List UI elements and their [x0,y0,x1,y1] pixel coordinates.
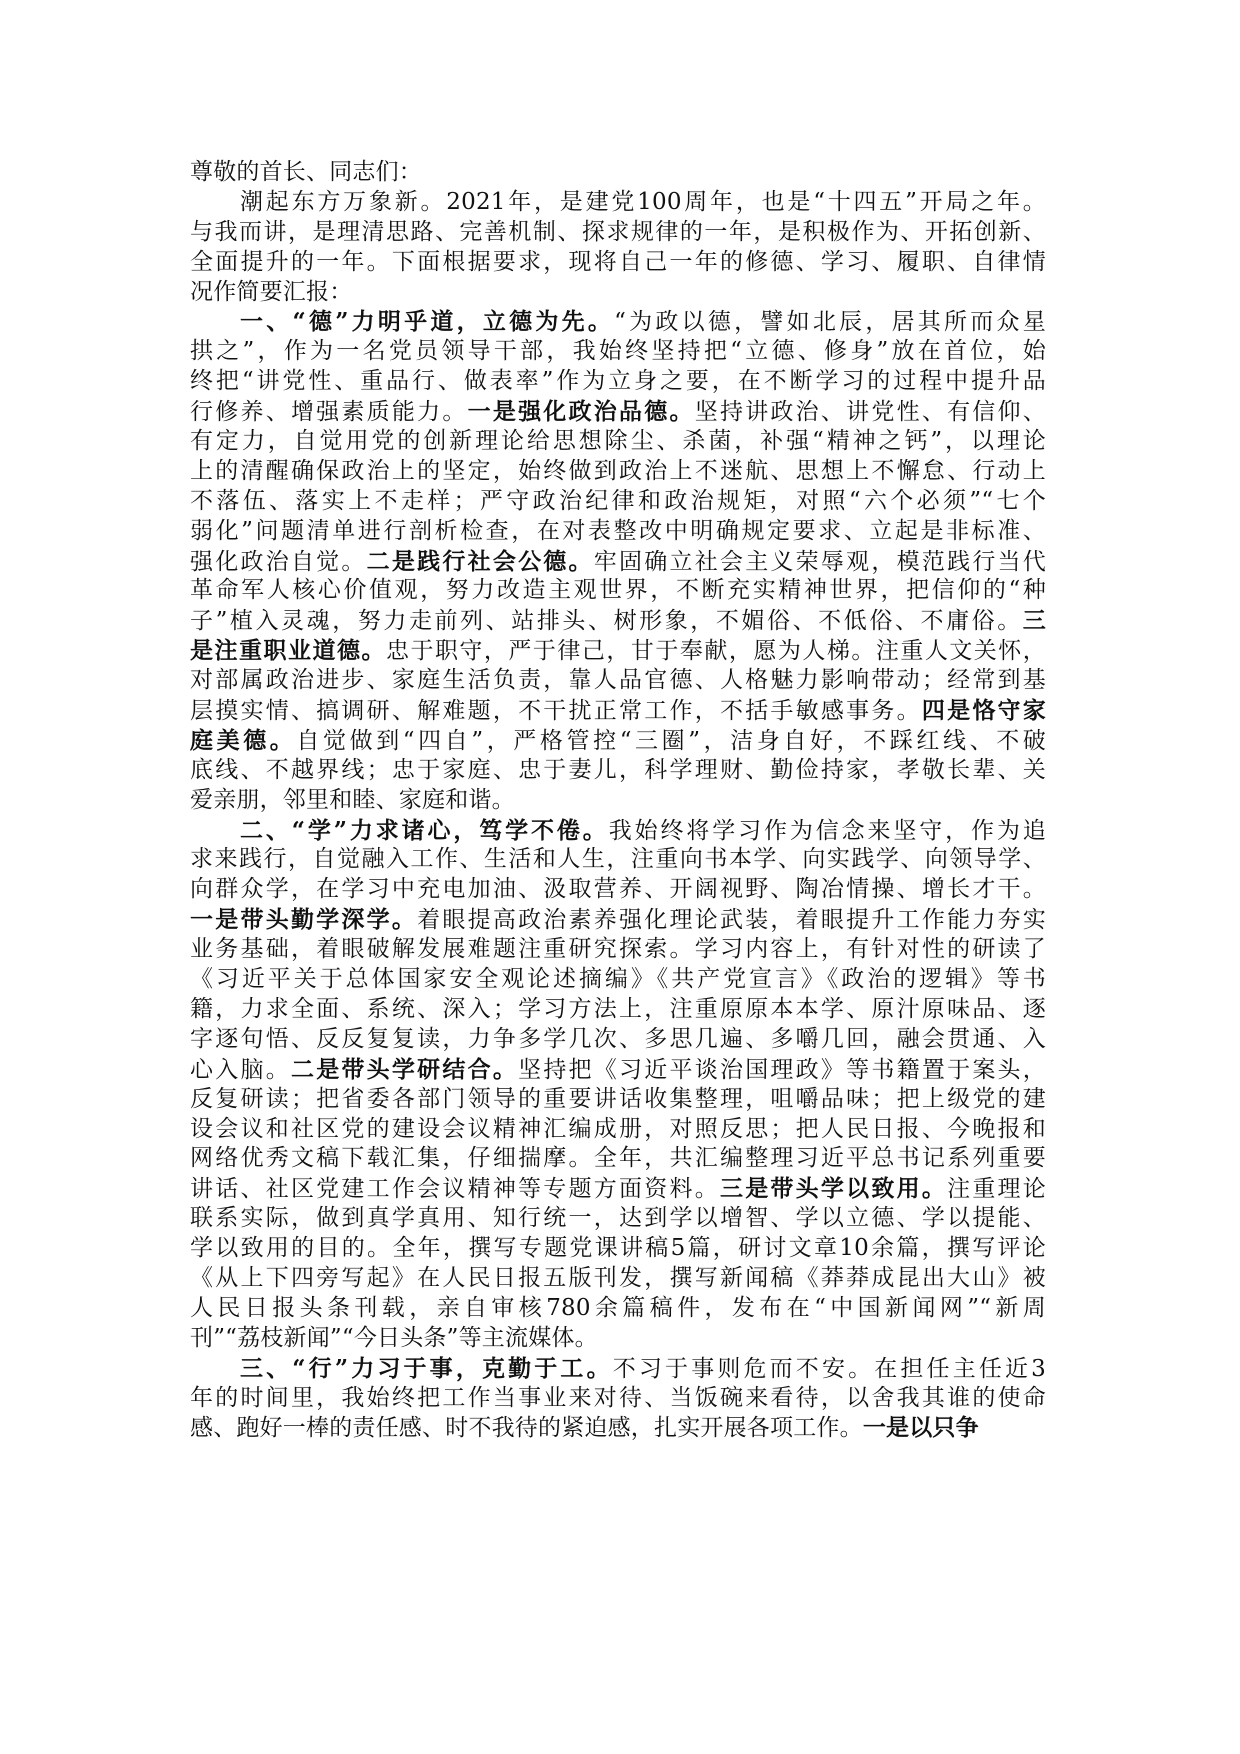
paragraph-section-3 [190,1354,1046,1444]
body-text: “为政以德，譬如北辰，居其所而众星 [614,309,1046,336]
body-text: 字逐句悟、反反复复读，力争多学几次、多思几遍、多嚼几回，融会贯通、入 [190,1025,1046,1052]
text-line [190,636,1046,666]
text-line [190,965,1046,995]
body-text: 爱亲朋，邻里和睦、家庭和谐。 [190,786,515,813]
text-line [190,666,1046,696]
text-line [190,218,1046,248]
text-line [190,1174,1046,1204]
text-line [190,845,1046,875]
text-line [190,875,1046,905]
text-line [190,606,1046,636]
body-text: 籍，力求全面、系统、深入；学习方法上，注重原原本本学、原汁原味品、逐 [190,995,1046,1022]
bold-heading-text: 四是恪守家 [921,697,1046,725]
body-text: 刊”“荔枝新闻”“今日头条”等主流媒体。 [190,1324,598,1351]
body-text: 不习于事则危而不安。在担任主任近3 [612,1355,1046,1382]
body-text: 拱之”，作为一名党员领导干部，我始终坚持把“立德、修身”放在首位，始 [190,338,1046,365]
text-line [190,248,1046,278]
text-line [190,905,1046,935]
text-line [190,1354,1046,1384]
paragraph-section-1 [190,307,1046,815]
text-line [190,1324,1046,1354]
body-text: 对部属政治进步、家庭生活负责，靠人品官德、人格魅力影响带动；经常到基 [190,667,1046,694]
paragraph-section-2 [190,816,1046,1354]
text-line [190,1234,1046,1264]
body-text: 与我而讲，是理清思路、完善机制、探求规律的一年，是积极作为、开拓创新、 [190,218,1046,245]
text-line [190,307,1046,337]
bold-heading-text: 二是带头学研结合。 [290,1055,519,1083]
text-line [190,726,1046,756]
body-text: 网络优秀文稿下载汇集，仔细揣摩。全年，共汇编整理习近平总书记系列重要 [190,1145,1046,1172]
text-line [190,1204,1046,1234]
body-text: 业务基础，着眼破解发展难题注重研究探索。学习内容上，有针对性的研读了 [190,936,1046,963]
body-text: 学以致用的目的。全年，撰写专题党课讲稿5篇，研讨文章10余篇，撰写评论 [190,1235,1046,1262]
text-line [190,1384,1046,1414]
text-line [190,786,1046,816]
text-line [190,1264,1046,1294]
paragraph-intro [190,188,1046,308]
text-line [190,816,1046,846]
bold-heading-text: 一是强化政治品德。 [467,398,695,426]
body-text: 着眼提高政治素养强化理论武装，着眼提升工作能力夯实 [417,907,1046,934]
body-text: 注重理论 [947,1176,1046,1203]
bold-heading-text: 一、“德”力明乎道，立德为先。 [240,308,615,336]
text-line [190,1055,1046,1085]
text-line [190,935,1046,965]
body-text: 反复研读；把省委各部门领导的重要讲话收集整理，咀嚼品味；把上级党的建 [190,1085,1046,1112]
body-text: 革命军人核心价值观，努力改造主观世界，不断充实精神世界，把信仰的“种 [190,577,1046,604]
body-text: 《从上下四旁写起》在人民日报五版刊发，撰写新闻稿《莽莽成昆出大山》被 [190,1264,1046,1291]
text-line [190,1294,1046,1324]
text-line [190,576,1046,606]
text-line [190,517,1046,547]
body-text: 自觉做到“四自”，严格管控“三圈”，洁身自好，不踩红线、不破 [296,727,1046,754]
body-text: 向群众学，在学习中充电加油、汲取营养、开阔视野、陶冶情操、增长才干。 [190,876,1046,903]
body-text: 我始终将学习作为信念来坚守，作为追 [608,817,1046,844]
bold-heading-text: 三是带头学以致用。 [719,1175,948,1203]
body-text: 况作简要汇报： [190,278,353,305]
body-text: 潮起东方万象新。2021年，是建党100周年，也是“十四五”开局之年。 [240,188,1046,215]
body-text: 坚持把《习近平谈治国理政》等书籍置于案头， [518,1056,1046,1083]
document-body [190,158,1046,1443]
body-text: 层摸实情、搞调研、解难题，不干扰正常工作，不括手敏感事务。 [190,698,922,725]
body-text: 年的时间里，我始终把工作当事业来对待、当饭碗来看待，以舍我其谁的使命 [190,1384,1046,1411]
body-text: 联系实际，做到真学真用、知行统一，达到学以增智、学以立德、学以提能、 [190,1205,1046,1232]
text-line [190,547,1046,577]
body-text: 不落伍、落实上不走样；严守政治纪律和政治规矩，对照“六个必须”“七个 [190,487,1046,514]
text-line [190,278,1046,308]
text-line [190,696,1046,726]
bold-heading-text: 一是带头勤学深学。 [190,906,418,934]
body-text: 终把“讲党性、重品行、做表率”作为立身之要，在不断学习的过程中提升品 [190,368,1046,395]
text-line [190,397,1046,427]
greeting-line [190,158,1046,188]
body-text: 行修养、增强素质能力。 [190,399,468,426]
body-text: 牢固确立社会主义荣辱观，模范践行当代 [593,548,1046,575]
text-line [190,457,1046,487]
text-line [190,1085,1046,1115]
text-line [190,487,1046,517]
body-text: 感、跑好一棒的责任感、时不我待的紧迫感，扎实开展各项工作。 [190,1415,863,1442]
text-line [190,995,1046,1025]
text-line [190,1115,1046,1145]
body-text: 求来践行，自觉融入工作、生活和人生，注重向书本学、向实践学、向领导学、 [190,846,1046,873]
body-text: 全面提升的一年。下面根据要求，现将自己一年的修德、学习、履职、自律情 [190,248,1046,275]
text-line [190,337,1046,367]
body-text: 设会议和社区党的建设会议精神汇编成册，对照反思；把人民日报、今晚报和 [190,1115,1046,1142]
text-line [190,1413,1046,1443]
bold-heading-text: 庭美德。 [190,726,297,754]
bold-heading-text: 二、“学”力求诸心，笃学不倦。 [240,816,609,844]
body-text: 弱化”问题清单进行剖析检查，在对表整改中明确规定要求、立起是非标准、 [190,517,1046,544]
text-line [190,427,1046,457]
body-text: 坚持讲政治、讲党性、有信仰、 [694,399,1046,426]
text-line [190,367,1046,397]
bold-heading-text: 二是践行社会公德。 [366,547,594,575]
text-line [190,756,1046,786]
text-line [190,188,1046,218]
body-text: 心入脑。 [190,1056,291,1083]
bold-heading-text: 一是以只争 [862,1414,979,1442]
bold-heading-text: 三 [1022,607,1046,635]
text-line [190,1144,1046,1174]
body-text: 忠于职守，严于律己，甘于奉献，愿为人梯。注重人文关怀， [385,638,1046,665]
body-text: 底线、不越界线；忠于家庭、忠于妻儿，科学理财、勤俭持家，孝敬长辈、关 [190,756,1046,783]
paragraph-container [190,188,1046,1443]
greeting-text: 尊敬的首长、同志们： [190,159,422,185]
body-text: 《习近平关于总体国家安全观论述摘编》《共产党宣言》《政治的逻辑》等书 [190,966,1046,993]
text-line [190,1025,1046,1055]
body-text: 子”植入灵魂，努力走前列、站排头、树形象，不媚俗、不低俗、不庸俗。 [190,608,1023,635]
bold-heading-text: 是注重职业道德。 [190,637,386,665]
body-text: 强化政治自觉。 [190,548,367,575]
body-text: 有定力，自觉用党的创新理论给思想除尘、杀菌，补强“精神之钙”，以理论 [190,428,1046,455]
body-text: 讲话、社区党建工作会议精神等专题方面资料。 [190,1176,720,1203]
body-text: 上的清醒确保政治上的坚定，始终做到政治上不迷航、思想上不懈怠、行动上 [190,457,1046,484]
body-text: 人民日报头条刊载，亲自审核780余篇稿件，发布在“中国新闻网”“新周 [190,1294,1046,1321]
bold-heading-text: 三、“行”力习于事，克勤于工。 [240,1354,613,1382]
